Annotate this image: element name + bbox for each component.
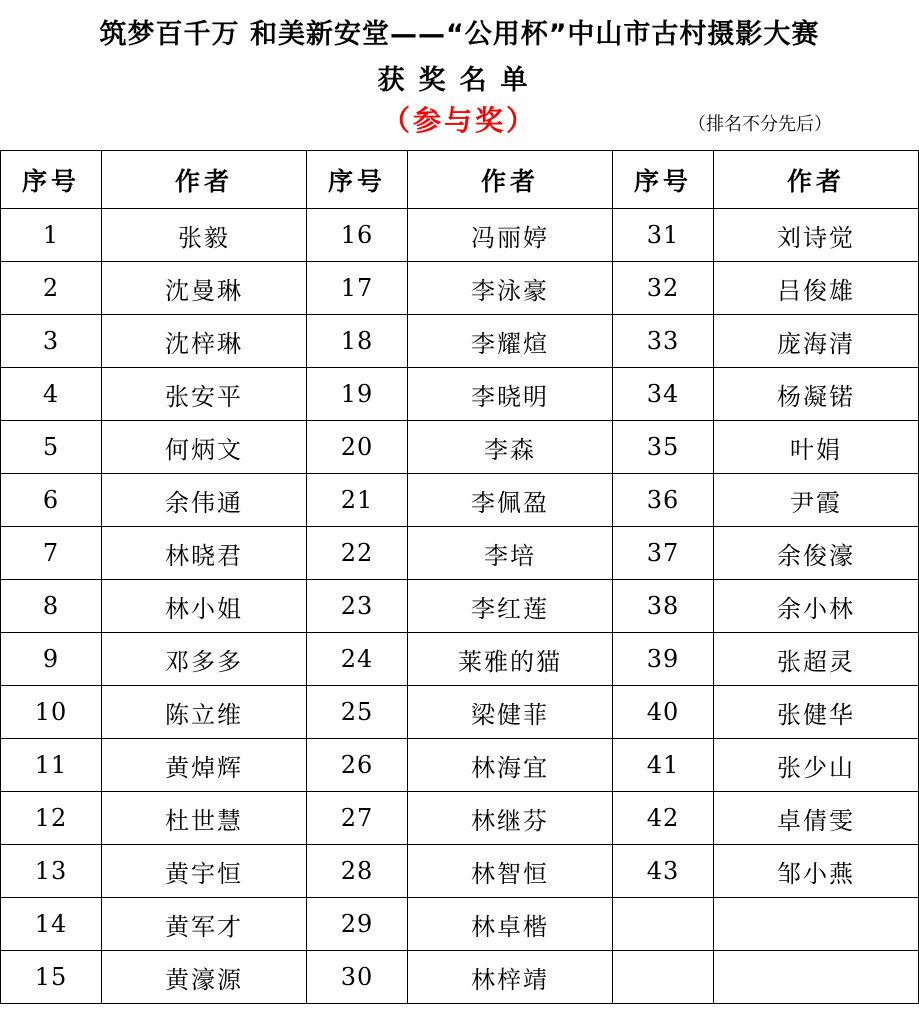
entry-number: 7 bbox=[1, 527, 102, 580]
author-name: 庞海清 bbox=[714, 315, 919, 368]
entry-number: 19 bbox=[307, 368, 408, 421]
entry-number: 40 bbox=[613, 686, 714, 739]
table-row bbox=[1, 845, 919, 898]
entry-number: 4 bbox=[1, 368, 102, 421]
entry-number: 29 bbox=[307, 898, 408, 951]
author-name: 沈曼琳 bbox=[102, 262, 307, 315]
entry-number: 16 bbox=[307, 209, 408, 262]
author-name: 李晓明 bbox=[408, 368, 613, 421]
author-name: 张健华 bbox=[714, 686, 919, 739]
entry-number: 42 bbox=[613, 792, 714, 845]
table-row bbox=[1, 527, 919, 580]
page-title: 筑梦百千万 和美新安堂——“公用杯”中山市古村摄影大赛 bbox=[99, 19, 820, 50]
author-name: 邹小燕 bbox=[714, 845, 919, 898]
entry-number: 23 bbox=[307, 580, 408, 633]
column-header-number: 序号 bbox=[613, 151, 714, 209]
author-name: 尹霞 bbox=[714, 474, 919, 527]
entry-number bbox=[613, 898, 714, 951]
author-name: 林卓楷 bbox=[408, 898, 613, 951]
author-name: 杨凝锘 bbox=[714, 368, 919, 421]
author-name: 卓倩雯 bbox=[714, 792, 919, 845]
table-row bbox=[1, 898, 919, 951]
table-row bbox=[1, 315, 919, 368]
entry-number: 24 bbox=[307, 633, 408, 686]
entry-number bbox=[613, 951, 714, 1004]
author-name: 黄焯辉 bbox=[102, 739, 307, 792]
entry-number: 12 bbox=[1, 792, 102, 845]
table-row bbox=[1, 951, 919, 1004]
author-name: 林海宜 bbox=[408, 739, 613, 792]
author-name bbox=[714, 898, 919, 951]
entry-number: 9 bbox=[1, 633, 102, 686]
entry-number: 11 bbox=[1, 739, 102, 792]
entry-number: 2 bbox=[1, 262, 102, 315]
table-row bbox=[1, 792, 919, 845]
author-name: 李森 bbox=[408, 421, 613, 474]
entry-number: 41 bbox=[613, 739, 714, 792]
entry-number: 28 bbox=[307, 845, 408, 898]
ranking-note: （排名不分先后） bbox=[688, 114, 832, 135]
author-name: 莱雅的猫 bbox=[408, 633, 613, 686]
entry-number: 37 bbox=[613, 527, 714, 580]
table-row bbox=[1, 209, 919, 262]
entry-number: 15 bbox=[1, 951, 102, 1004]
entry-number: 1 bbox=[1, 209, 102, 262]
author-name: 杜世慧 bbox=[102, 792, 307, 845]
author-name: 黄军才 bbox=[102, 898, 307, 951]
author-name: 邓多多 bbox=[102, 633, 307, 686]
entry-number: 17 bbox=[307, 262, 408, 315]
author-name: 张超灵 bbox=[714, 633, 919, 686]
author-name: 张少山 bbox=[714, 739, 919, 792]
table-row bbox=[1, 686, 919, 739]
table-row bbox=[1, 739, 919, 792]
author-name: 余小林 bbox=[714, 580, 919, 633]
entry-number: 32 bbox=[613, 262, 714, 315]
table-row bbox=[1, 421, 919, 474]
entry-number: 22 bbox=[307, 527, 408, 580]
entry-number: 39 bbox=[613, 633, 714, 686]
author-name: 林继芬 bbox=[408, 792, 613, 845]
table-header-row bbox=[1, 151, 919, 209]
entry-number: 34 bbox=[613, 368, 714, 421]
author-name: 刘诗觉 bbox=[714, 209, 919, 262]
author-name: 何炳文 bbox=[102, 421, 307, 474]
entry-number: 33 bbox=[613, 315, 714, 368]
entry-number: 30 bbox=[307, 951, 408, 1004]
author-name: 冯丽婷 bbox=[408, 209, 613, 262]
table-row bbox=[1, 262, 919, 315]
entry-number: 35 bbox=[613, 421, 714, 474]
author-name bbox=[714, 951, 919, 1004]
entry-number: 10 bbox=[1, 686, 102, 739]
author-name: 陈立维 bbox=[102, 686, 307, 739]
column-header-number: 序号 bbox=[307, 151, 408, 209]
author-name: 张毅 bbox=[102, 209, 307, 262]
entry-number: 25 bbox=[307, 686, 408, 739]
author-name: 李红莲 bbox=[408, 580, 613, 633]
entry-number: 26 bbox=[307, 739, 408, 792]
author-name: 余伟通 bbox=[102, 474, 307, 527]
author-name: 张安平 bbox=[102, 368, 307, 421]
author-name: 林智恒 bbox=[408, 845, 613, 898]
table-row bbox=[1, 633, 919, 686]
author-name: 李泳豪 bbox=[408, 262, 613, 315]
entry-number: 38 bbox=[613, 580, 714, 633]
author-name: 李佩盈 bbox=[408, 474, 613, 527]
column-header-author: 作者 bbox=[408, 151, 613, 209]
entry-number: 18 bbox=[307, 315, 408, 368]
author-name: 叶娟 bbox=[714, 421, 919, 474]
entry-number: 3 bbox=[1, 315, 102, 368]
entry-number: 31 bbox=[613, 209, 714, 262]
author-name: 沈梓琳 bbox=[102, 315, 307, 368]
entry-number: 21 bbox=[307, 474, 408, 527]
entry-number: 6 bbox=[1, 474, 102, 527]
author-name: 梁健菲 bbox=[408, 686, 613, 739]
entry-number: 13 bbox=[1, 845, 102, 898]
author-name: 林梓靖 bbox=[408, 951, 613, 1004]
winners-table bbox=[0, 150, 919, 1004]
author-name: 黄濠源 bbox=[102, 951, 307, 1004]
entry-number: 27 bbox=[307, 792, 408, 845]
entry-number: 43 bbox=[613, 845, 714, 898]
table-row bbox=[1, 474, 919, 527]
author-name: 李培 bbox=[408, 527, 613, 580]
entry-number: 8 bbox=[1, 580, 102, 633]
entry-number: 14 bbox=[1, 898, 102, 951]
entry-number: 20 bbox=[307, 421, 408, 474]
column-header-number: 序号 bbox=[1, 151, 102, 209]
column-header-author: 作者 bbox=[714, 151, 919, 209]
column-header-author: 作者 bbox=[102, 151, 307, 209]
author-name: 吕俊雄 bbox=[714, 262, 919, 315]
author-name: 余俊濠 bbox=[714, 527, 919, 580]
table-row bbox=[1, 368, 919, 421]
author-name: 黄宇恒 bbox=[102, 845, 307, 898]
author-name: 林晓君 bbox=[102, 527, 307, 580]
author-name: 李耀煊 bbox=[408, 315, 613, 368]
award-category: （参与奖） bbox=[381, 104, 537, 137]
entry-number: 36 bbox=[613, 474, 714, 527]
table-row bbox=[1, 580, 919, 633]
author-name: 林小姐 bbox=[102, 580, 307, 633]
entry-number: 5 bbox=[1, 421, 102, 474]
page-subtitle: 获奖名单 bbox=[377, 65, 542, 96]
